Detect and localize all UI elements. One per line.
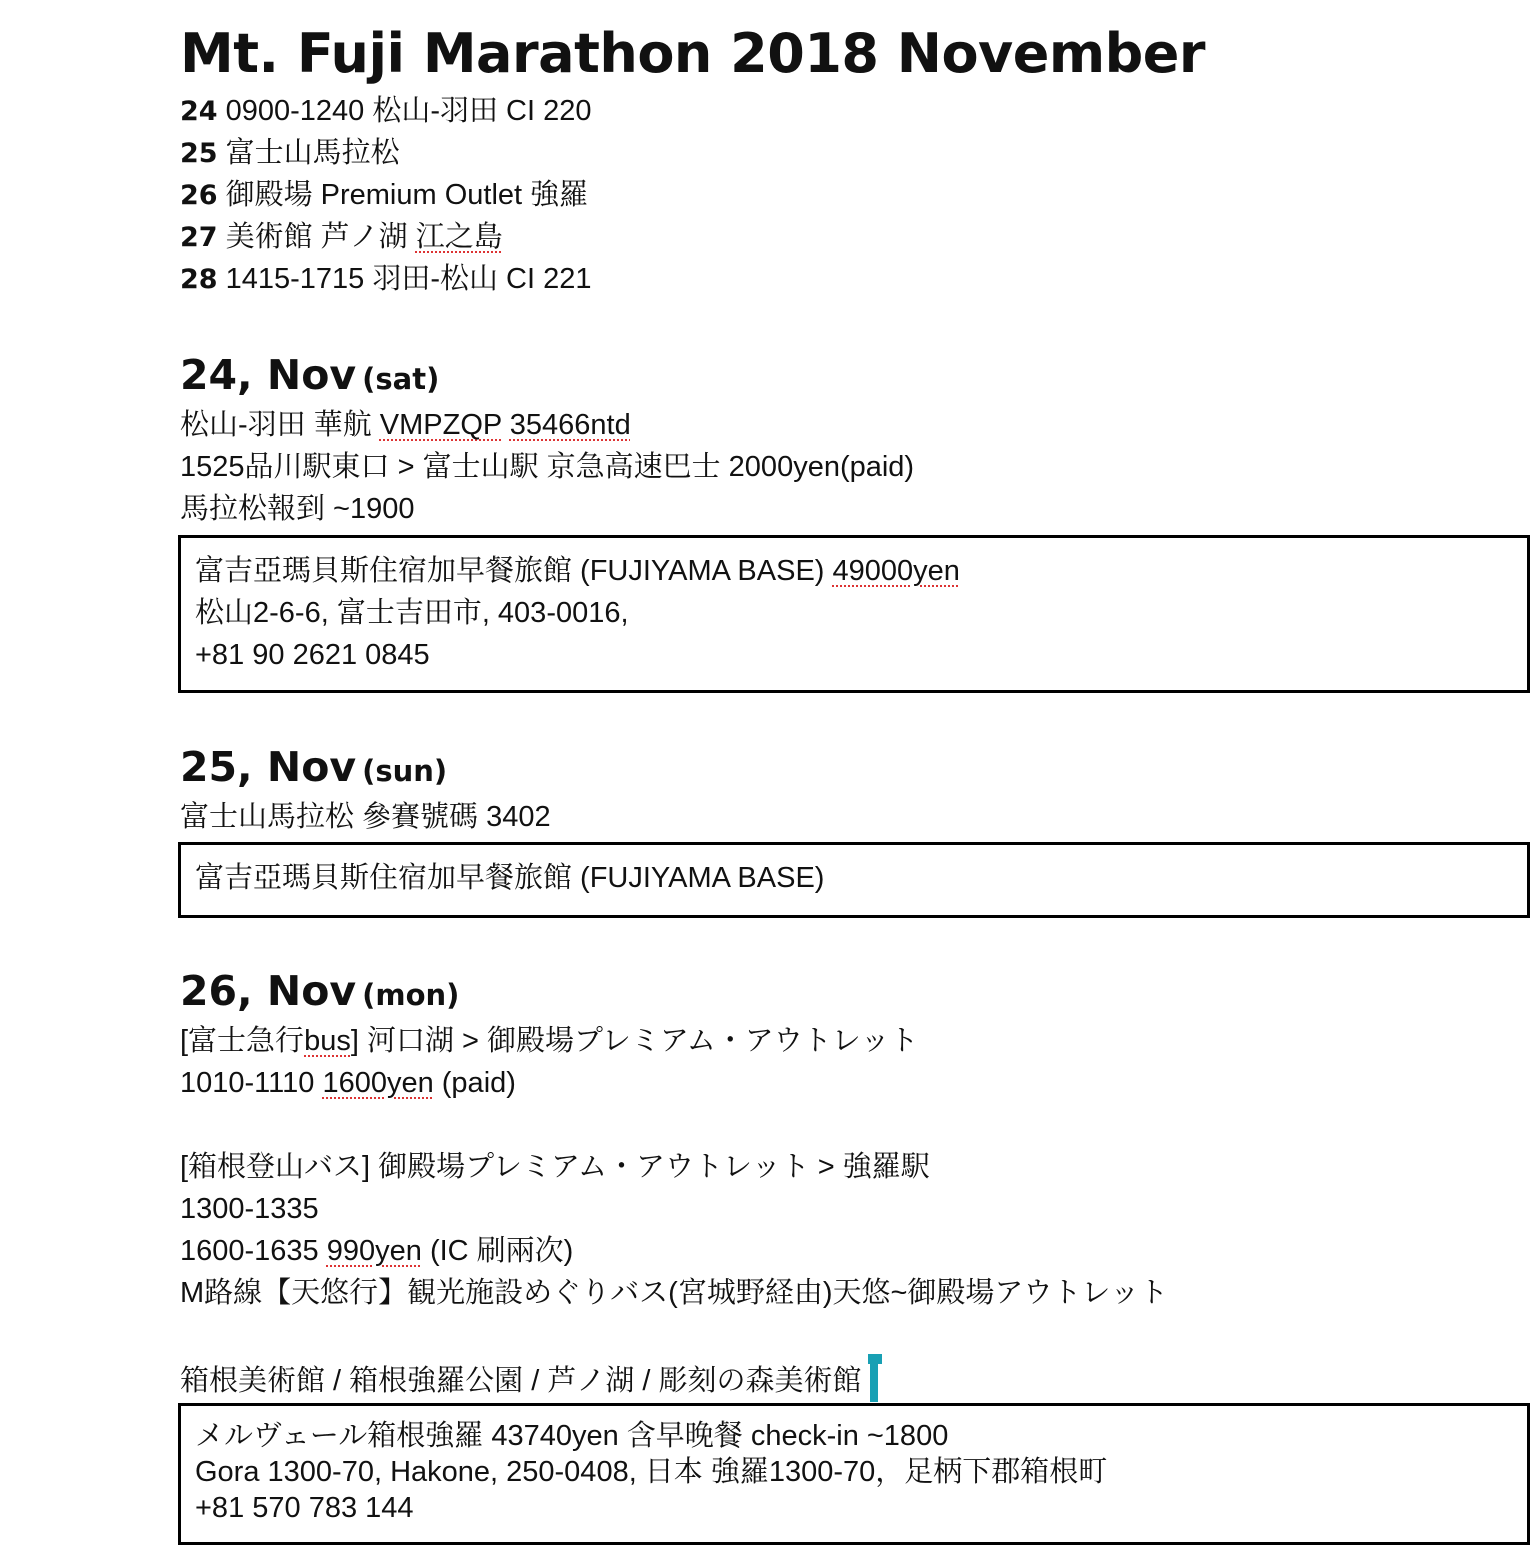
blank-line (180, 1314, 1168, 1356)
page-title: Mt. Fuji Marathon 2018 November (180, 22, 1206, 85)
section-weekday: (sun) (362, 754, 448, 788)
hotel-price[interactable]: 49000yen (832, 555, 960, 587)
hotel-address: Gora 1300-70, Hakone, 250-0408, 日本 強羅1300-70，足柄下郡箱根町 (195, 1456, 1108, 1488)
misspelled-word[interactable]: bus (304, 1025, 351, 1057)
bus2-route: [箱根登山バス] 御殿場プレミアム・アウトレット > 強羅駅 (180, 1151, 930, 1183)
bus1-time-text: 1010-1110 (180, 1067, 323, 1099)
section-body-nov24 (180, 404, 914, 530)
race-line: 富士山馬拉松 參賽號碼 3402 (180, 801, 551, 833)
hotel-name-text: 富吉亞瑪貝斯住宿加早餐旅館 (FUJIYAMA BASE) (195, 555, 833, 587)
hotel-name: メルヴェール箱根強羅 43740yen 含早晚餐 check-in ~1800 (195, 1420, 949, 1452)
bus2-time1: 1300-1335 (180, 1193, 319, 1225)
bus-line: 1525品川駅東口 > 富士山駅 京急高速巴士 2000yen(paid) (180, 451, 915, 483)
summary-row-26 (180, 174, 591, 216)
summary-text: 0900-1240 松山-羽田 CI 220 (225, 95, 592, 127)
hotel-phone: +81 90 2621 0845 (195, 639, 430, 671)
summary-day: 24 (180, 96, 218, 127)
text-cursor (870, 1356, 878, 1402)
bus2-time-text: 1600-1635 (180, 1235, 327, 1267)
section-date: 25, Nov (180, 743, 357, 791)
hotel-address: 松山2-6-6, 富士吉田市, 403-0016, (195, 597, 629, 629)
bus1-route (180, 1020, 1168, 1062)
bus2-note: (IC 刷兩次) (421, 1235, 574, 1267)
section-body-nov26 (180, 1020, 1168, 1398)
summary-row-27 (180, 216, 591, 258)
section-date: 24, Nov (180, 351, 357, 399)
section-heading-nov25 (180, 742, 447, 796)
bus2-time2 (180, 1230, 1168, 1272)
bus1-paid: (paid) (433, 1067, 516, 1099)
sights-line (180, 1356, 1168, 1398)
summary-text: 富士山馬拉松 (225, 137, 400, 169)
summary-text: 御殿場 Premium Outlet 強羅 (225, 179, 589, 211)
blank-line (180, 1104, 1168, 1146)
summary-row-25 (180, 132, 591, 174)
bus1-time (180, 1062, 1168, 1104)
summary-text: 1415-1715 羽田-松山 CI 221 (225, 263, 592, 295)
bus1-route-text: ] 河口湖 > 御殿場プレミアム・アウトレット (350, 1025, 919, 1057)
bus2-line-info: M路線【天悠行】観光施設めぐりバス(宮城野経由)天悠~御殿場アウトレット (180, 1277, 1169, 1309)
section-date: 26, Nov (180, 967, 357, 1015)
summary-day: 28 (180, 264, 218, 295)
section-body-nov25 (180, 796, 551, 838)
itinerary-summary (180, 90, 591, 300)
section-weekday: (sat) (362, 362, 440, 396)
section-heading-nov26 (180, 966, 459, 1020)
bus2-price[interactable]: 990yen (326, 1235, 422, 1267)
booking-code[interactable]: VMPZQP (379, 409, 502, 441)
section-weekday: (mon) (362, 978, 460, 1012)
hotel-box-nov24 (178, 535, 1530, 693)
flight-text: 松山-羽田 華航 (180, 409, 380, 441)
bus1-price[interactable]: 1600yen (322, 1067, 434, 1099)
checkin-line: 馬拉松報到 ~1900 (180, 493, 415, 525)
bus1-route-text: [富士急行 (180, 1025, 305, 1057)
sights-text: 箱根美術館 / 箱根強羅公園 / 芦ノ湖 / 彫刻の森美術館 (180, 1365, 862, 1397)
hotel-phone: +81 570 783 144 (195, 1492, 414, 1524)
hotel-box-nov26 (178, 1403, 1530, 1545)
summary-text: 美術館 芦ノ湖 (225, 221, 416, 253)
summary-day: 25 (180, 138, 218, 169)
summary-day: 26 (180, 180, 218, 211)
misspelled-word[interactable]: 江之島 (415, 221, 503, 253)
hotel-box-nov25 (178, 842, 1530, 918)
flight-line (180, 404, 914, 446)
summary-row-28 (180, 258, 591, 300)
section-heading-nov24 (180, 350, 439, 404)
flight-price[interactable]: 35466ntd (509, 409, 631, 441)
hotel-name: 富吉亞瑪貝斯住宿加早餐旅館 (FUJIYAMA BASE) (195, 862, 825, 894)
summary-day: 27 (180, 222, 218, 253)
hotel-name (195, 550, 1513, 592)
summary-row-24 (180, 90, 591, 132)
